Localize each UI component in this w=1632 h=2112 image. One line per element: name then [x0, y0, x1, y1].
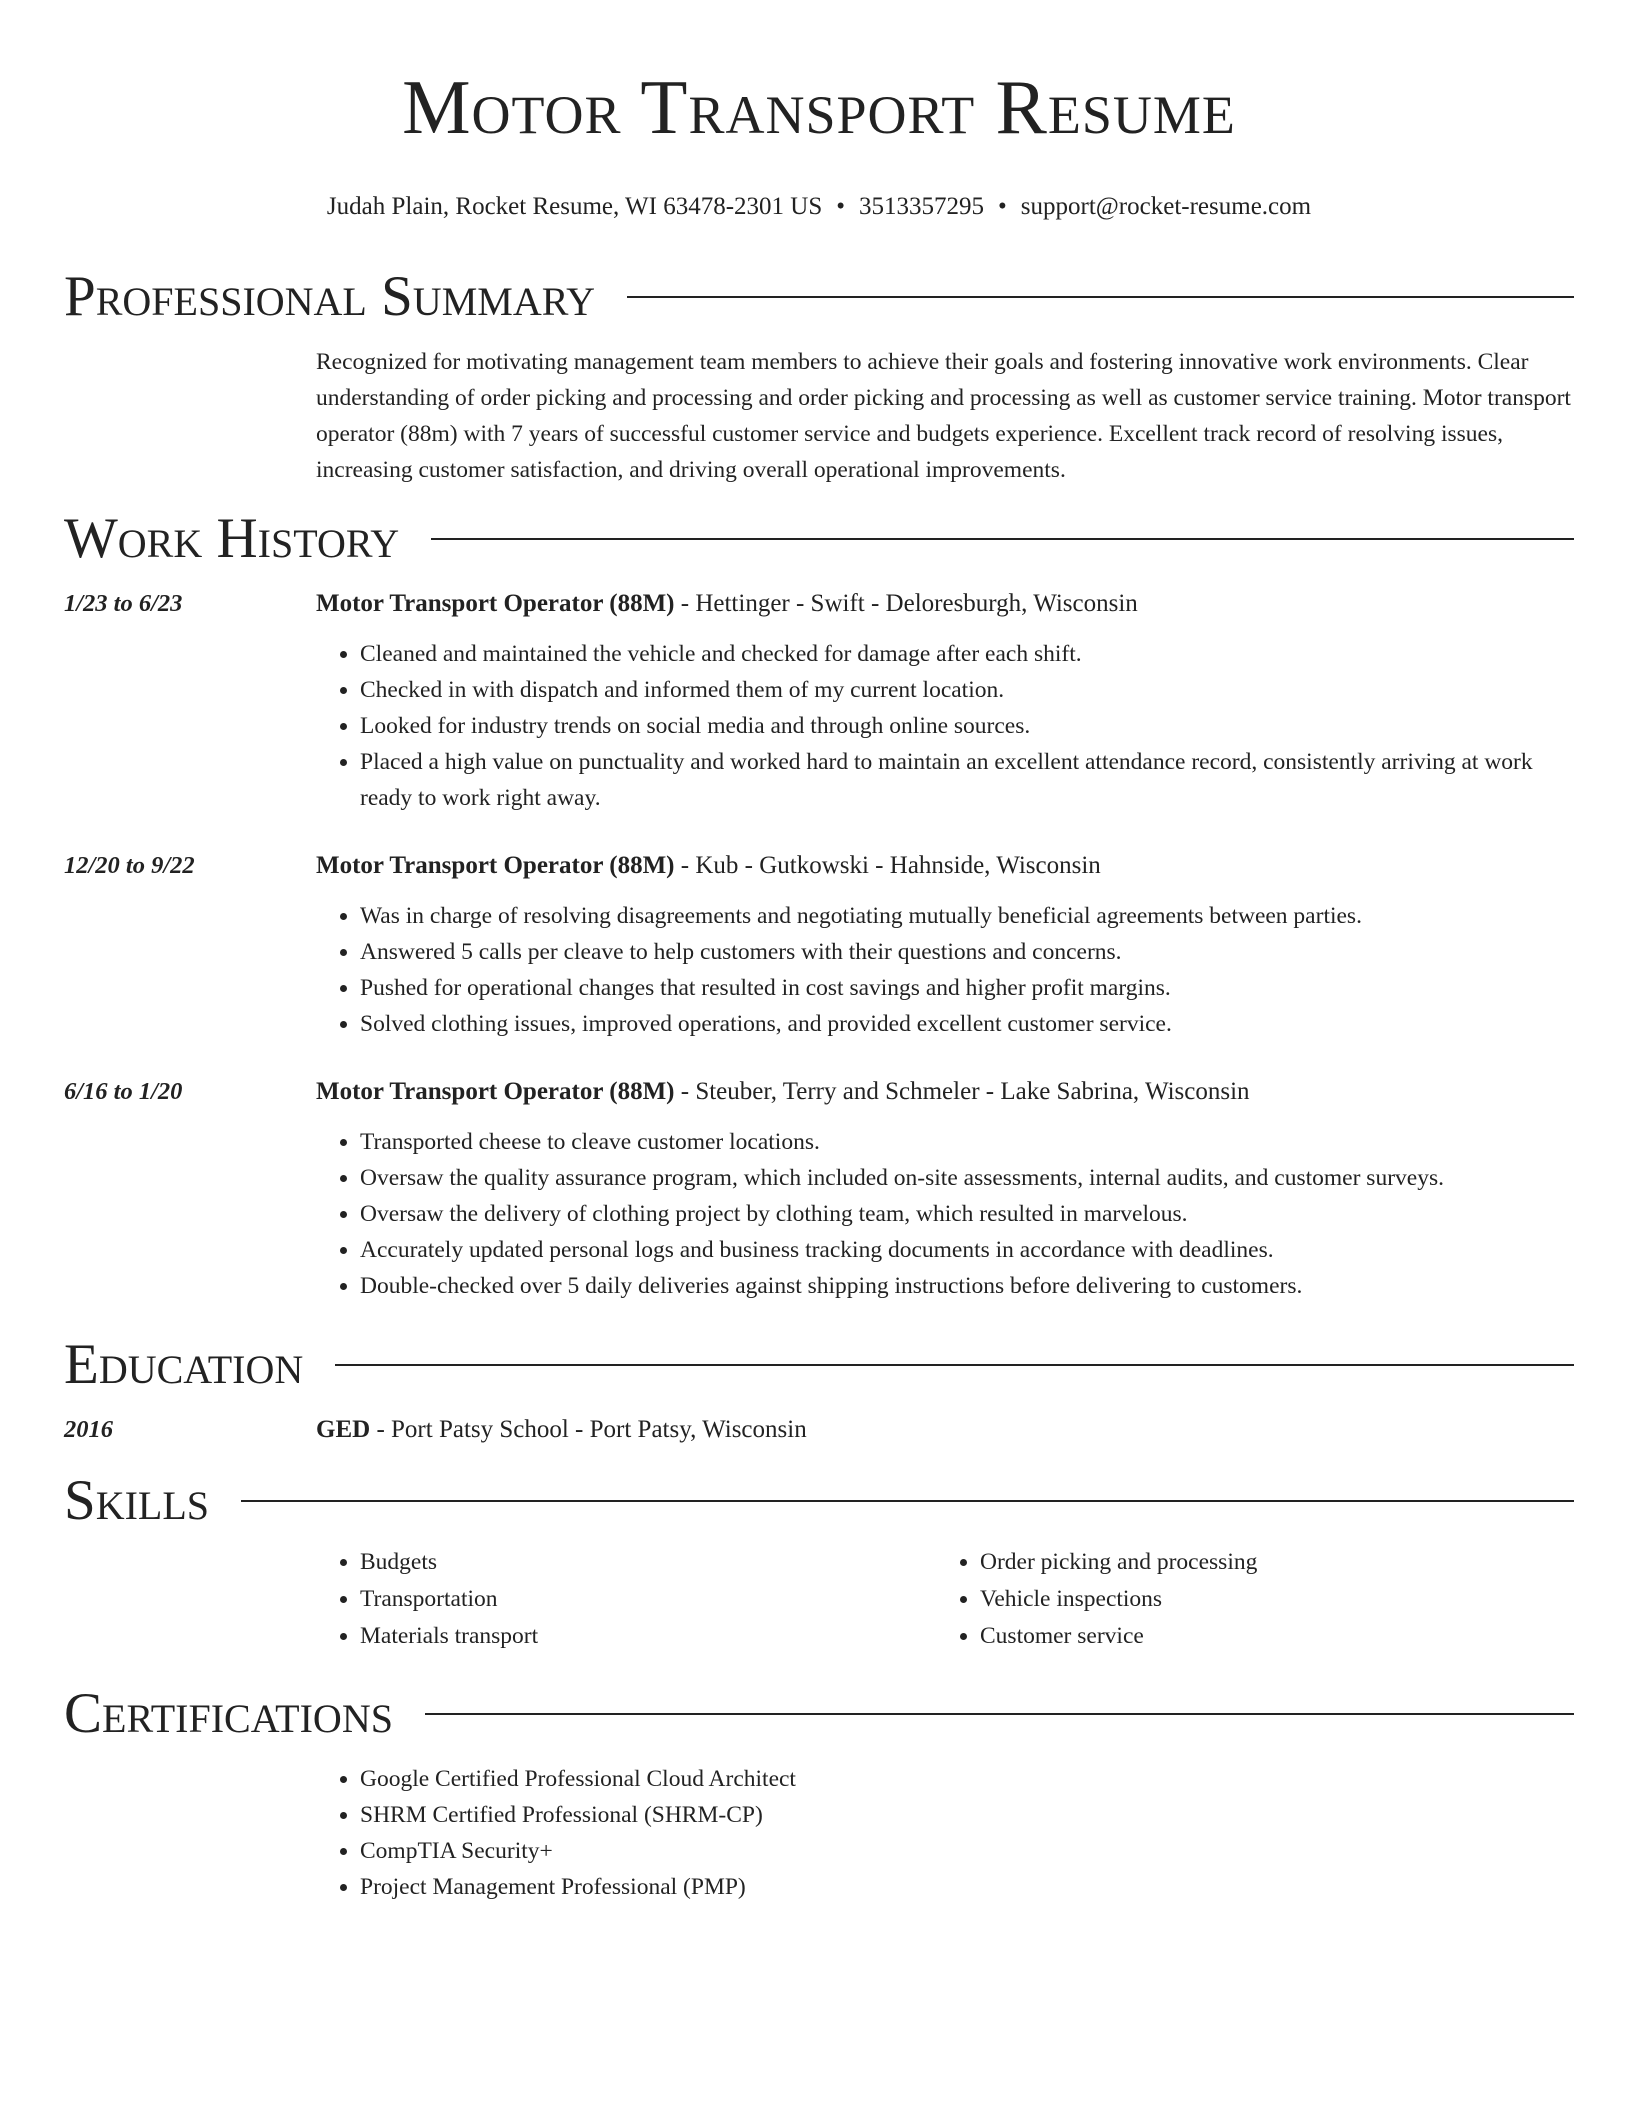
contact-address: Judah Plain, Rocket Resume, WI 63478-2301 US	[326, 193, 823, 220]
job-bullet: • Was in charge of resolving disagreements and negotiating mutually beneficial agreements between parties.	[360, 898, 1574, 934]
certification-item: • SHRM Certified Professional (SHRM-CP)	[360, 1797, 1574, 1833]
resume-title: Motor Transport Resume	[402, 64, 1236, 150]
job-bullet: • Transported cheese to cleave customer locations.	[360, 1124, 1574, 1160]
contact-phone: 3513357295	[859, 193, 985, 220]
section-rule	[627, 296, 1574, 298]
job-bullet: • Looked for industry trends on social media and through online sources.	[360, 708, 1574, 744]
education-section-header	[64, 1332, 1574, 1398]
job-bullet-list	[316, 636, 1574, 816]
skills-section-header	[64, 1468, 1574, 1534]
job-bullet: • Placed a high value on punctuality and worked hard to maintain an excellent attendance record, consistently arriving at work ready to work right away.	[360, 744, 1574, 816]
certification-item: • CompTIA Security+	[360, 1833, 1574, 1869]
contact-separator: •	[998, 193, 1007, 220]
certifications-list	[316, 1761, 1574, 1905]
contact-email: support@rocket-resume.com	[1020, 193, 1312, 220]
education-entry	[64, 1412, 1574, 1448]
job-headline	[316, 1074, 1574, 1110]
section-rule	[425, 1713, 1574, 1715]
job-title: Motor Transport Operator (88M)	[316, 1078, 675, 1105]
job-bullet: • Solved clothing issues, improved operations, and provided excellent customer service.	[360, 1006, 1574, 1042]
skills-list	[316, 1544, 1574, 1655]
job-title: Motor Transport Operator (88M)	[316, 852, 675, 879]
skill-item: • Transportation	[360, 1581, 936, 1618]
contact-separator: •	[836, 193, 846, 220]
job-info	[316, 1074, 1574, 1304]
job-entry	[64, 586, 1574, 816]
section-rule	[431, 538, 1574, 540]
skill-item: • Order picking and processing	[980, 1544, 1257, 1581]
skill-item: • Budgets	[360, 1544, 936, 1581]
education-heading: Education	[64, 1333, 304, 1396]
job-details: - Steuber, Terry and Schmeler - Lake Sabrina, Wisconsin	[674, 1078, 1250, 1105]
job-details: - Hettinger - Swift - Deloresburgh, Wisconsin	[674, 590, 1138, 617]
contact-line	[64, 190, 1574, 224]
skill-item: • Materials transport	[360, 1618, 936, 1655]
job-dates: 12/20 to 9/22	[64, 852, 195, 879]
job-bullet: • Answered 5 calls per cleave to help customers with their questions and concerns.	[360, 934, 1574, 970]
job-bullet: • Oversaw the delivery of clothing project by clothing team, which resulted in marvelous.	[360, 1196, 1574, 1232]
work-history-heading: Work History	[64, 507, 400, 570]
job-bullet: • Oversaw the quality assurance program, which included on-site assessments, internal audits, and customer surveys.	[360, 1160, 1574, 1196]
education-degree: GED	[316, 1416, 371, 1443]
certification-item: • Project Management Professional (PMP)	[360, 1869, 1574, 1905]
job-info	[316, 586, 1574, 816]
job-dates: 6/16 to 1/20	[64, 1078, 183, 1105]
skills-column-right	[936, 1544, 1257, 1655]
summary-text: Recognized for motivating management team members to achieve their goals and fostering innovative work environments. Clear understanding of order picking and processing and order picking and processing as well as customer service training. Motor transport operator (88m) with 7 years of successful customer service and budgets experience. Excellent track record of resolving issues, increasing customer satisfaction, and driving overall operational improvements.	[316, 349, 1571, 483]
resume-page	[64, 0, 1574, 1905]
certification-item: • Google Certified Professional Cloud Architect	[360, 1761, 1574, 1797]
skill-item: • Customer service	[980, 1618, 1257, 1655]
section-rule	[335, 1364, 1574, 1366]
job-bullet: • Double-checked over 5 daily deliveries against shipping instructions before delivering to customers.	[360, 1268, 1574, 1304]
job-title: Motor Transport Operator (88M)	[316, 590, 675, 617]
job-headline	[316, 586, 1574, 622]
skills-column-left	[316, 1544, 936, 1655]
education-year: 2016	[64, 1416, 113, 1443]
skill-item: • Vehicle inspections	[980, 1581, 1257, 1618]
section-rule	[241, 1500, 1574, 1502]
job-bullet-list	[316, 898, 1574, 1042]
job-bullet: • Checked in with dispatch and informed them of my current location.	[360, 672, 1574, 708]
job-info	[316, 848, 1574, 1042]
summary-section-header	[64, 264, 1574, 330]
job-details: - Kub - Gutkowski - Hahnside, Wisconsin	[674, 852, 1101, 879]
education-info	[316, 1412, 1574, 1448]
job-dates: 1/23 to 6/23	[64, 590, 183, 617]
job-headline	[316, 848, 1574, 884]
job-entry	[64, 1074, 1574, 1304]
job-bullet: • Pushed for operational changes that resulted in cost savings and higher profit margins.	[360, 970, 1574, 1006]
skills-heading: Skills	[64, 1469, 210, 1532]
job-bullet-list	[316, 1124, 1574, 1304]
summary-heading: Professional Summary	[64, 265, 596, 328]
education-headline	[316, 1412, 1574, 1448]
job-bullet: • Accurately updated personal logs and business tracking documents in accordance with deadlines.	[360, 1232, 1574, 1268]
job-entry	[64, 848, 1574, 1042]
education-details: - Port Patsy School - Port Patsy, Wisconsin	[370, 1416, 807, 1443]
work-history-section-header	[64, 506, 1574, 572]
certifications-heading: Certifications	[64, 1682, 393, 1745]
job-bullet: • Cleaned and maintained the vehicle and checked for damage after each shift.	[360, 636, 1574, 672]
certifications-section-header	[64, 1681, 1574, 1747]
